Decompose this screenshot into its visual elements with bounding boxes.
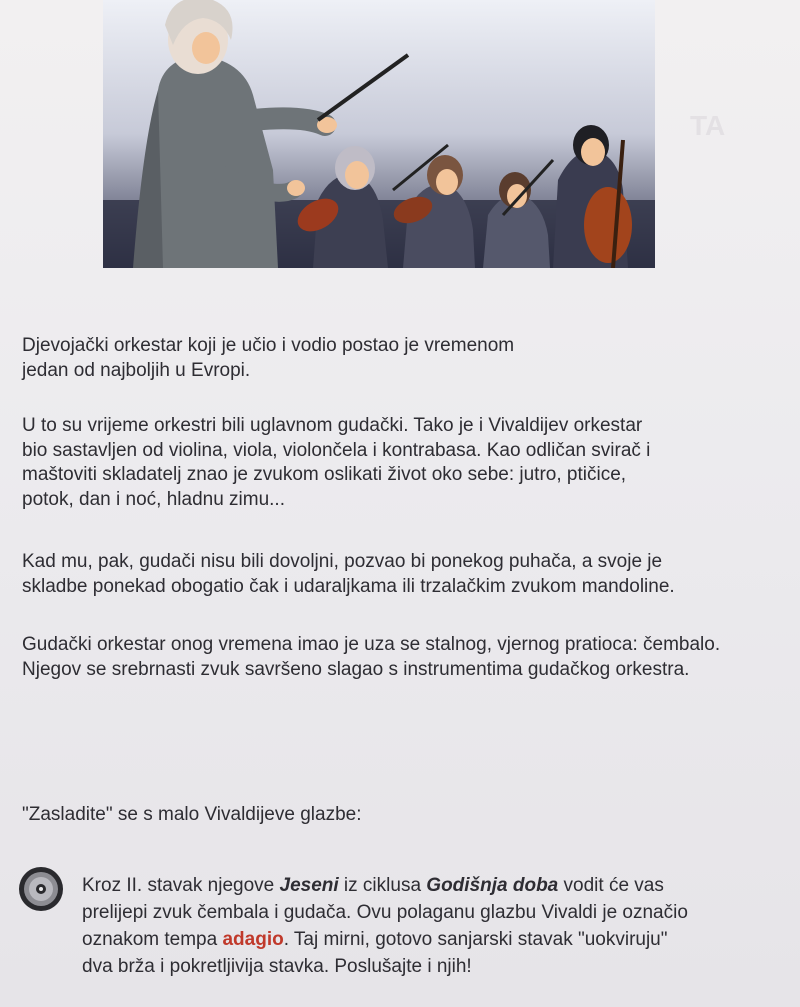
text-line: potok, dan i noć, hladnu zimu... — [22, 488, 285, 510]
text-line: maštoviti skladatelj znao je zvukom oslikati život oko sebe: jutro, ptičice, — [22, 464, 627, 485]
text-line: prelijepi zvuk čembala i gudača. Ovu polaganu glazbu Vivaldi je označio — [82, 902, 688, 923]
text-line: bio sastavljen od violina, viola, violončela i kontrabasa. Kao odličan svirač i — [22, 439, 651, 461]
text-segment: Kroz II. stavak njegove — [82, 875, 280, 896]
tempo-term-adagio: adagio — [222, 929, 284, 950]
text-line: Njegov se srebrnasti zvuk savršeno slagao s instrumentima gudačkog orkestra. — [22, 658, 690, 680]
text-line: jedan od najboljih u Evropi. — [22, 359, 251, 381]
text-segment: oznakom tempa — [82, 929, 223, 950]
text-line: Kad mu, pak, gudači nisu bili dovoljni, pozvao bi ponekog puhača, a svoje je — [22, 551, 663, 572]
paragraph-winds-percussion — [22, 550, 675, 599]
text-line: dva brža i pokretljivija stavka. Poslušajte i njih! — [82, 956, 472, 977]
text-line — [82, 872, 688, 899]
text-line — [82, 926, 688, 953]
text-segment: . Taj mirni, gotovo sanjarski stavak "uokviruju" — [283, 929, 668, 950]
text-line: Djevojački orkestar koji je učio i vodio postao je vremenom — [22, 335, 515, 356]
work-title-autumn: Jeseni — [279, 875, 339, 896]
text-segment: iz ciklusa — [338, 875, 427, 896]
text-line: "Zasladite" se s malo Vivaldijeve glazbe: — [22, 804, 362, 825]
show-through-mark: TA — [690, 110, 726, 141]
listening-intro — [22, 803, 361, 828]
cd-disc-icon — [18, 866, 64, 912]
text-segment: vodit će vas — [558, 875, 664, 896]
vivaldi-orchestra-illustration — [103, 0, 655, 268]
paragraph-string-orchestra — [22, 414, 650, 512]
cycle-title-four-seasons: Godišnja doba — [426, 875, 559, 896]
text-line: skladbe ponekad obogatio čak i udaraljkama ili trzalačkim zvukom mandoline. — [22, 575, 675, 597]
text-line: U to su vrijeme orkestri bili uglavnom gudački. Tako je i Vivaldijev orkestar — [22, 415, 643, 436]
text-line: Gudački orkestar onog vremena imao je uza se stalnog, vjernog pratioca: čembalo. — [22, 634, 721, 655]
paragraph-harpsichord — [22, 633, 720, 682]
paragraph-orchestra-fame — [22, 334, 514, 383]
listening-assignment — [82, 872, 688, 980]
